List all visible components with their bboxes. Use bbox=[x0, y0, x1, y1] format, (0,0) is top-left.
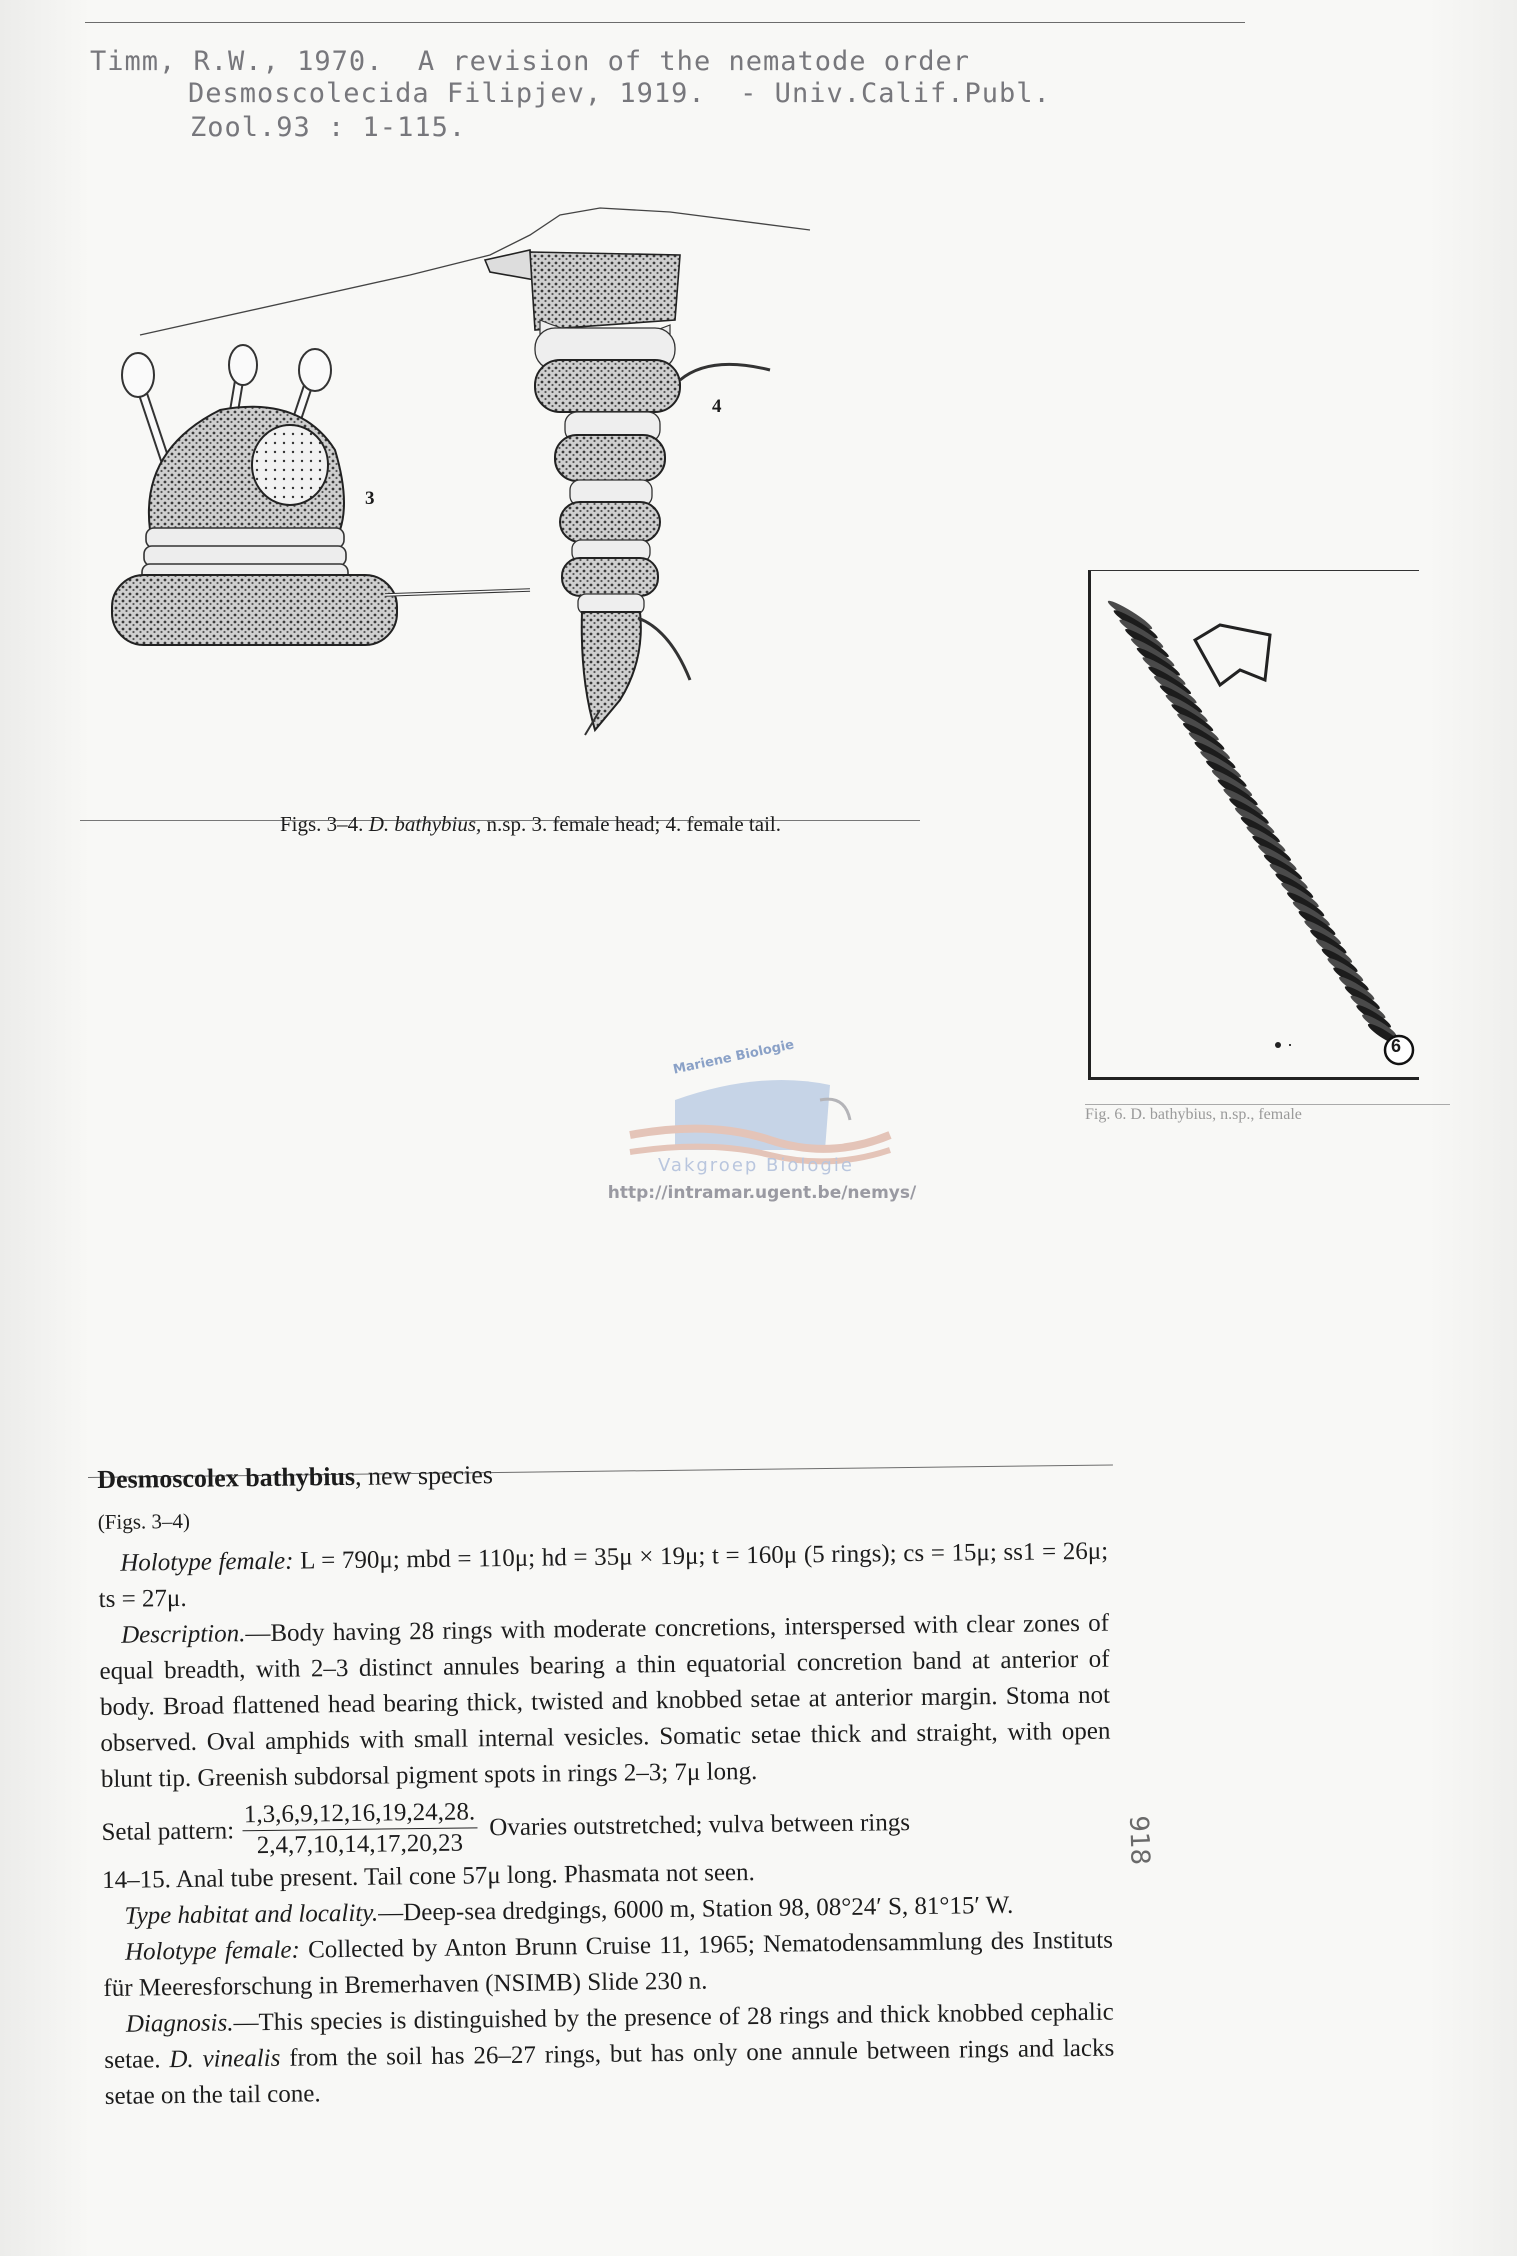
diagnosis-species: D. vinealis bbox=[169, 2044, 281, 2074]
reference-line-1: Timm, R.W., 1970. A revision of the nematode order bbox=[90, 46, 971, 77]
diagnosis-text-b: from the soil has 26–27 rings, but has only one annule between rings and lacks setae on the tail cone. bbox=[104, 2034, 1115, 2110]
species-title-suffix: , new species bbox=[354, 1460, 494, 1491]
figure-3-4-caption bbox=[280, 812, 781, 837]
figure-3-4-caption-prefix: Figs. 3–4. bbox=[280, 812, 369, 836]
setal-numerator: 1,3,6,9,12,16,19,24,28. bbox=[242, 1797, 478, 1831]
reference-line-3: Zool.93 : 1-115. bbox=[190, 112, 467, 143]
diagnosis-label: Diagnosis. bbox=[125, 2009, 234, 2038]
species-description bbox=[97, 1450, 1115, 2115]
worm-head-outline bbox=[1195, 625, 1270, 685]
figure-6-caption-rule bbox=[1085, 1104, 1450, 1105]
figure-3-4-caption-rest: n.sp. 3. female head; 4. female tail. bbox=[481, 812, 781, 836]
holotype-collection-label: Holotype female: bbox=[124, 1936, 301, 1966]
description-paragraph bbox=[99, 1606, 1111, 1798]
figure-3-label: 3 bbox=[365, 488, 375, 509]
reference-line-2: Desmoscolecida Filipjev, 1919. - Univ.Calif.Publ. bbox=[188, 78, 1051, 109]
setal-denominator: 2,4,7,10,14,17,20,23 bbox=[256, 1829, 464, 1860]
figure-4-female-tail-drawing bbox=[470, 240, 790, 740]
holotype-collection-text: Collected by Anton Brunn Cruise 11, 1965; Nematodensammlung des Instituts für Meeresforschung in Bremerhaven (NSIMB) Slide 230 n. bbox=[103, 1926, 1114, 2002]
holotype-measurements bbox=[98, 1534, 1109, 1618]
setal-after: Ovaries outstretched; vulva between rings bbox=[489, 1808, 911, 1841]
setal-label: Setal pattern: bbox=[101, 1816, 235, 1846]
holotype-collection-paragraph bbox=[103, 1923, 1114, 2007]
figure-reference: (Figs. 3–4) bbox=[97, 1508, 191, 1534]
figure-6-label: 6 bbox=[1391, 1036, 1402, 1056]
diagnosis-text-a: —This species is distinguished by the presence of 28 rings and thick knobbed cephalic setae. bbox=[104, 1998, 1114, 2074]
watermark-url: http://intramar.ugent.be/nemys/ bbox=[607, 1183, 917, 1203]
figure-6-caption: Fig. 6. D. bathybius, n.sp., female bbox=[1085, 1106, 1302, 1123]
figure-3-4-caption-species: D. bathybius, bbox=[368, 812, 482, 836]
holotype-text: L = 790μ; mbd = 110μ; hd = 35μ × 19μ; t = 160μ (5 rings); cs = 15μ; ss1 = 26μ; ts = 27μ. bbox=[98, 1537, 1109, 1613]
handwritten-margin-note: 918 bbox=[1123, 1814, 1155, 1866]
top-rule bbox=[85, 22, 1245, 23]
species-name: Desmoscolex bathybius bbox=[97, 1461, 356, 1494]
figure-6-photo bbox=[1100, 590, 1410, 1060]
holotype-label: Holotype female: bbox=[120, 1547, 294, 1577]
watermark-bottom-text: Vakgroep Biologie bbox=[658, 1155, 854, 1176]
description-text: —Body having 28 rings with moderate concretions, interspersed with clear zones of equal breadth, with 2–3 distinct annules bearing a thin equatorial concretion band at anterior of body. Broad flattened head bearing thick, twisted and knobbed setae at anterior margin. Stoma not observed. Oval amphids with small internal vesicles. Somatic setae thick and straight, with open blunt tip. Greenish subdorsal pigment spots in rings 2–3; 7μ long. bbox=[99, 1609, 1111, 1793]
setal-continued: 14–15. Anal tube present. Tail cone 57μ long. Phasmata not seen. bbox=[101, 1858, 755, 1894]
watermark-top-text: Mariene Biologie bbox=[671, 1037, 796, 1078]
diagnosis-paragraph bbox=[104, 1995, 1115, 2115]
habitat-label: Type habitat and locality. bbox=[124, 1899, 379, 1930]
setal-fraction bbox=[242, 1797, 478, 1861]
figure-4-label: 4 bbox=[712, 396, 722, 417]
habitat-text: —Deep-sea dredgings, 6000 m, Station 98, 08°24′ S, 81°15′ W. bbox=[378, 1891, 1014, 1927]
description-label: Description. bbox=[120, 1620, 246, 1649]
